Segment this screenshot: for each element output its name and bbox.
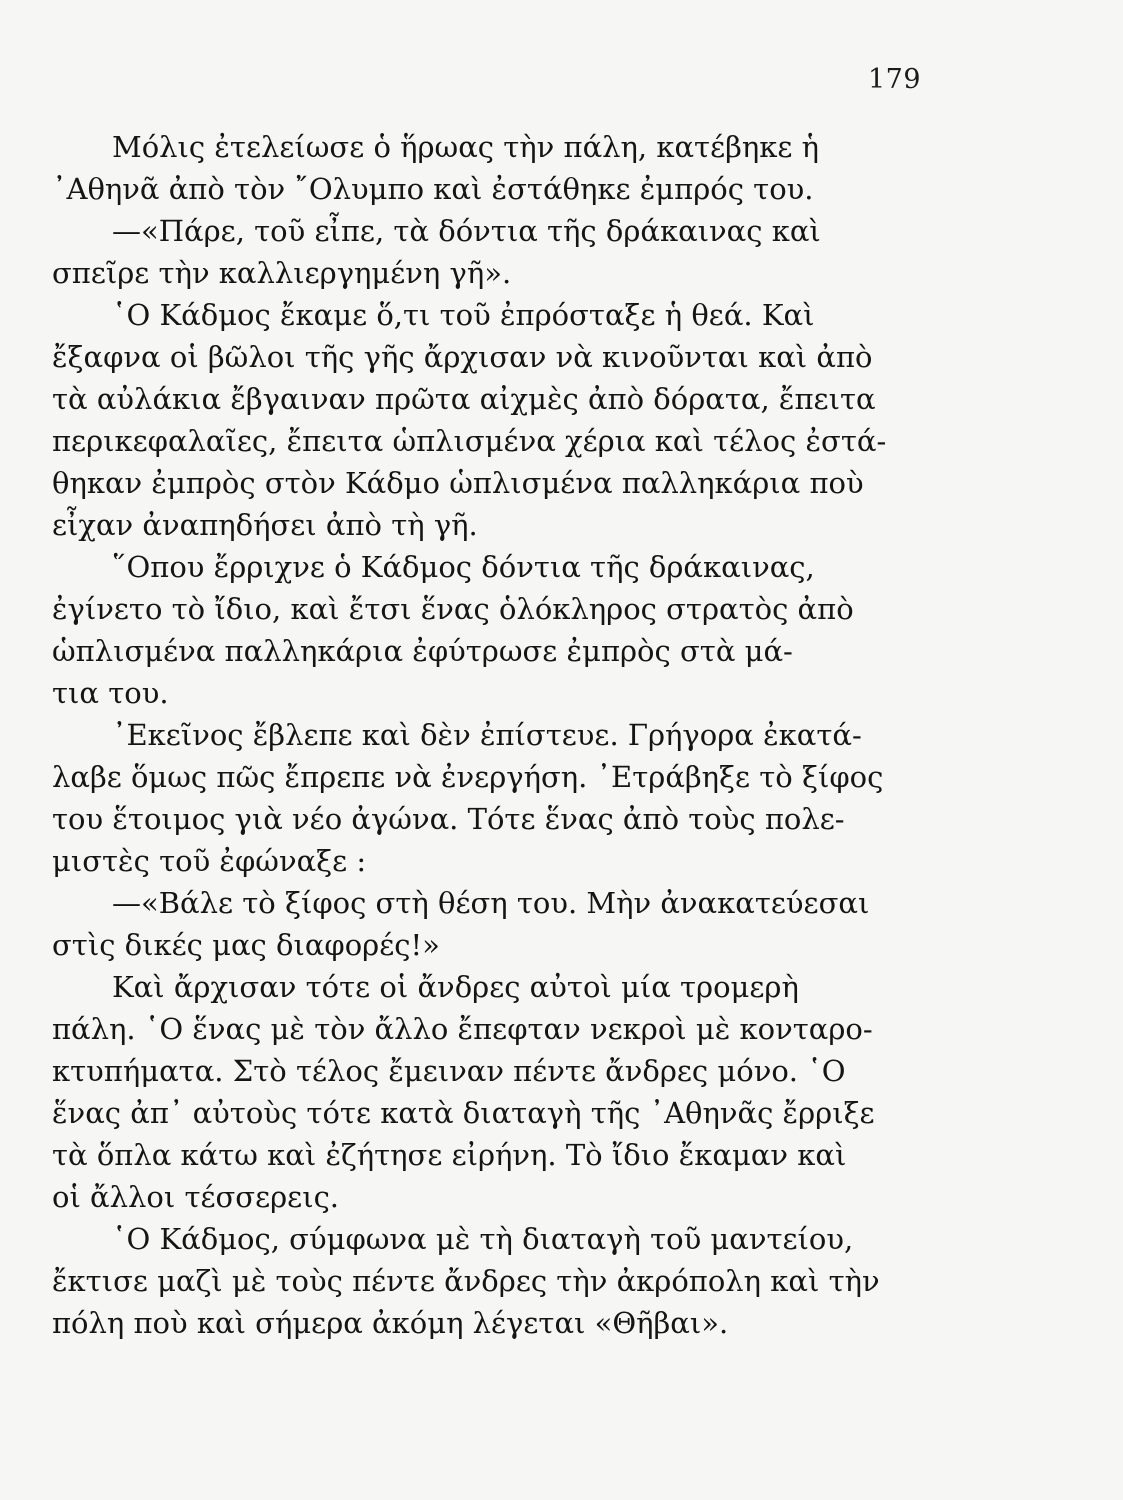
text-line: θηκαν ἐμπρὸς στὸν Κάδμο ὡπλισμένα παλληκάρια ποὺ <box>52 466 864 500</box>
body-text <box>52 126 912 1344</box>
text-line: τια του. <box>52 676 169 710</box>
decorative-rule <box>980 560 1080 561</box>
text-line: του ἕτοιμος γιὰ νέο ἀγώνα. Τότε ἕνας ἀπὸ τοὺς πολε- <box>52 802 845 836</box>
text-line: κτυπήματα. Στὸ τέλος ἔμειναν πέντε ἄνδρες μόνο. ῾Ο <box>52 1054 846 1088</box>
text-line: Μόλις ἐτελείωσε ὁ ἥρωας τὴν πάλη, κατέβηκε ἡ <box>112 130 820 164</box>
text-line: ᾿Εκεῖνος ἔβλεπε καὶ δὲν ἐπίστευε. Γρήγορα ἐκατά- <box>112 718 862 752</box>
text-line: ἔκτισε μαζὶ μὲ τοὺς πέντε ἄνδρες τὴν ἀκρόπολη καὶ τὴν <box>52 1264 880 1298</box>
text-line: ἔξαφνα οἱ βῶλοι τῆς γῆς ἄρχισαν νὰ κινοῦνται καὶ ἀπὸ <box>52 340 873 374</box>
text-line: σπεῖρε τὴν καλλιεργημένη γῆ». <box>52 256 512 290</box>
text-line: πόλη ποὺ καὶ σήμερα ἀκόμη λέγεται «Θῆβαι». <box>52 1306 729 1340</box>
text-line: οἱ ἄλλοι τέσσερεις. <box>52 1180 340 1214</box>
text-line: μιστὲς τοῦ ἐφώναξε : <box>52 844 367 878</box>
text-line: —«Βάλε τὸ ξίφος στὴ θέση του. Μὴν ἀνακατεύεσαι <box>112 886 870 920</box>
text-line: πάλη. ῾Ο ἕνας μὲ τὸν ἄλλο ἔπεφταν νεκροὶ μὲ κονταρο- <box>52 1012 873 1046</box>
text-line: εἶχαν ἀναπηδήσει ἀπὸ τὴ γῆ. <box>52 508 478 542</box>
text-line: Καὶ ἄρχισαν τότε οἱ ἄνδρες αὐτοὶ μία τρομερὴ <box>112 970 799 1004</box>
page-number: 179 <box>868 64 922 95</box>
text-line: λαβε ὅμως πῶς ἔπρεπε νὰ ἐνεργήση. ᾿Ετράβηξε τὸ ξίφος <box>52 760 884 794</box>
text-line: τὰ ὅπλα κάτω καὶ ἐζήτησε εἰρήνη. Τὸ ἴδιο ἔκαμαν καὶ <box>52 1138 847 1172</box>
text-line: ῾Ο Κάδμος ἔκαμε ὅ,τι τοῦ ἐπρόσταξε ἡ θεά. Καὶ <box>112 298 815 332</box>
text-line: ᾿Αθηνᾶ ἀπὸ τὸν ῎Ολυμπο καὶ ἐστάθηκε ἐμπρός του. <box>52 172 814 206</box>
text-line: τὰ αὐλάκια ἔβγαιναν πρῶτα αἰχμὲς ἀπὸ δόρατα, ἔπειτα <box>52 382 876 416</box>
text-line: περικεφαλαῖες, ἔπειτα ὡπλισμένα χέρια καὶ τέλος ἐστά- <box>52 424 887 458</box>
text-line: ῞Οπου ἔρριχνε ὁ Κάδμος δόντια τῆς δράκαινας, <box>112 550 815 584</box>
text-line: ἐγίνετο τὸ ἴδιο, καὶ ἔτσι ἕνας ὁλόκληρος στρατὸς ἀπὸ <box>52 592 854 626</box>
text-line: ὡπλισμένα παλληκάρια ἐφύτρωσε ἐμπρὸς στὰ μά- <box>52 634 793 668</box>
text-line: ῾Ο Κάδμος, σύμφωνα μὲ τὴ διαταγὴ τοῦ μαντείου, <box>112 1222 854 1256</box>
text-line: στὶς δικές μας διαφορές!» <box>52 928 440 962</box>
text-line: ἕνας ἀπ᾿ αὐτοὺς τότε κατὰ διαταγὴ τῆς ᾿Αθηνᾶς ἔρριξε <box>52 1096 875 1130</box>
text-line: —«Πάρε, τοῦ εἶπε, τὰ δόντια τῆς δράκαινας καὶ <box>112 214 821 248</box>
